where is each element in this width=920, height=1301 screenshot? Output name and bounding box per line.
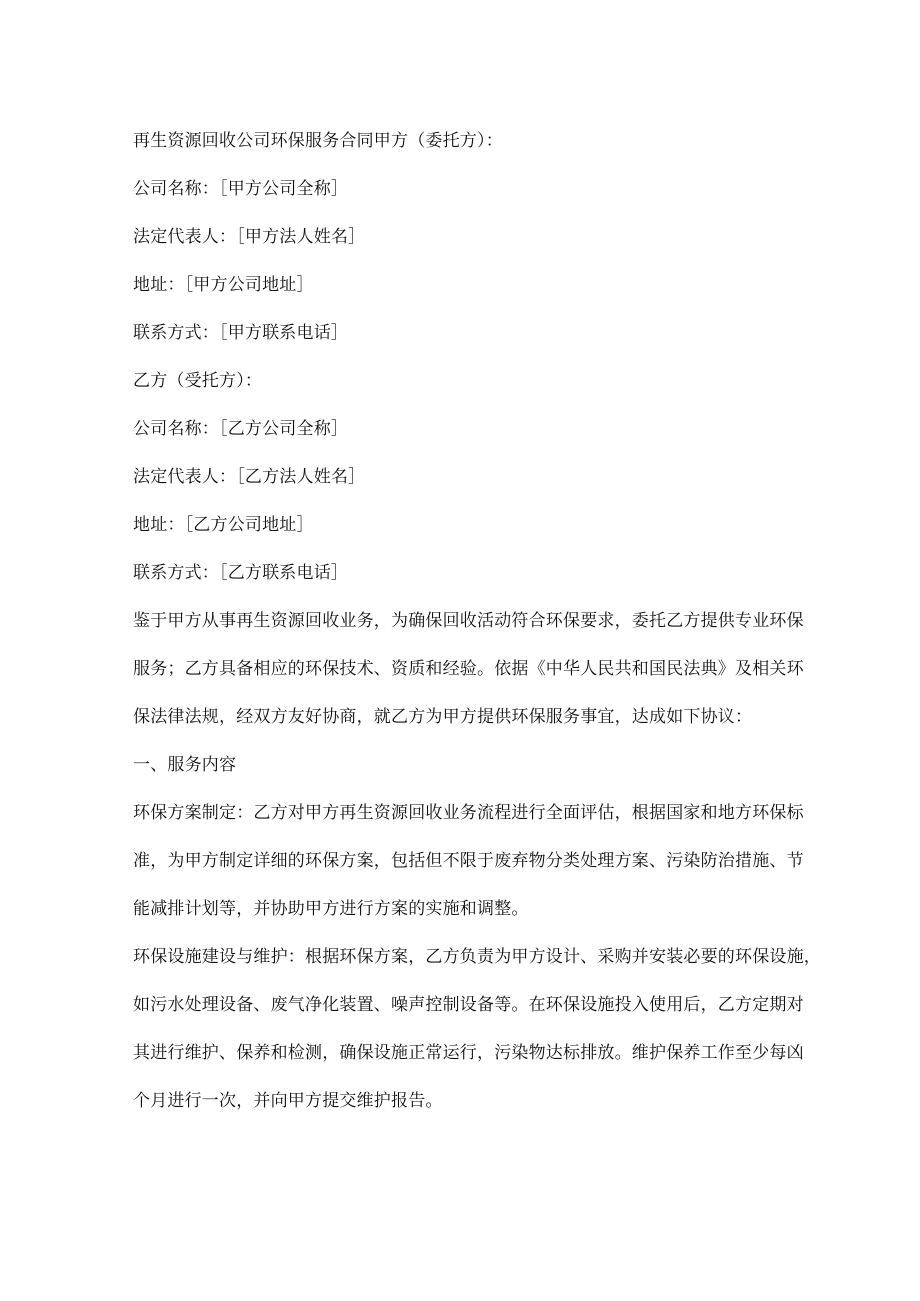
party-b-legal-representative: 法定代表人：［乙方法人姓名］ <box>133 467 366 487</box>
paragraph-line: 其进行维护、保养和检测，确保设施正常运行，污染物达标排放。维护保养工作至少每凶 <box>133 1043 804 1063</box>
service-item-environmental-plan <box>133 798 804 924</box>
paragraph-line: 如污水处理设备、废气净化装置、噪声控制设备等。在环保设施投入使用后，乙方定期对 <box>133 995 804 1015</box>
party-a-company-name: 公司名称：［甲方公司全称］ <box>133 179 349 199</box>
section-heading-service-content: 一、服务内容 <box>133 755 237 775</box>
party-b-address: 地址：［乙方公司地址］ <box>133 515 314 535</box>
party-b-company-name: 公司名称：［乙方公司全称］ <box>133 419 349 439</box>
party-b-heading: 乙方（受托方）： <box>133 371 263 391</box>
paragraph-line: 准，为甲方制定详细的环保方案，包括但不限于废弃物分类处理方案、污染防治措施、节 <box>133 851 804 871</box>
service-item-facility-maintenance <box>133 942 821 1116</box>
contract-title-line: 再生资源回收公司环保服务合同甲方（委托方）： <box>133 131 503 151</box>
party-a-legal-representative: 法定代表人：［甲方法人姓名］ <box>133 227 366 247</box>
document-body <box>133 126 821 1134</box>
preamble-line: 保法律法规，经双方友好协商，就乙方为甲方提供环保服务事宜，达成如下协议： <box>133 707 753 727</box>
party-b-contact: 联系方式：［乙方联系电话］ <box>133 563 349 583</box>
paragraph-line: 能减排计划等，并协助甲方进行方案的实施和调整。 <box>133 899 529 919</box>
preamble-line: 服务；乙方具备相应的环保技术、资质和经验。依据《中华人民共和国民法典》及相关环 <box>133 659 804 679</box>
paragraph-line: 环保设施建设与维护：根据环保方案，乙方负责为甲方设计、采购并安装必要的环保设施， <box>133 947 821 967</box>
party-a-contact: 联系方式：［甲方联系电话］ <box>133 323 349 343</box>
preamble-paragraph <box>133 606 804 732</box>
paragraph-line: 个月进行一次，并向甲方提交维护报告。 <box>133 1091 443 1111</box>
party-a-address: 地址：［甲方公司地址］ <box>133 275 314 295</box>
paragraph-line: 环保方案制定：乙方对甲方再生资源回收业务流程进行全面评估，根据国家和地方环保标 <box>133 803 804 823</box>
preamble-line: 鉴于甲方从事再生资源回收业务，为确保回收活动符合环保要求，委托乙方提供专业环保 <box>133 611 804 631</box>
